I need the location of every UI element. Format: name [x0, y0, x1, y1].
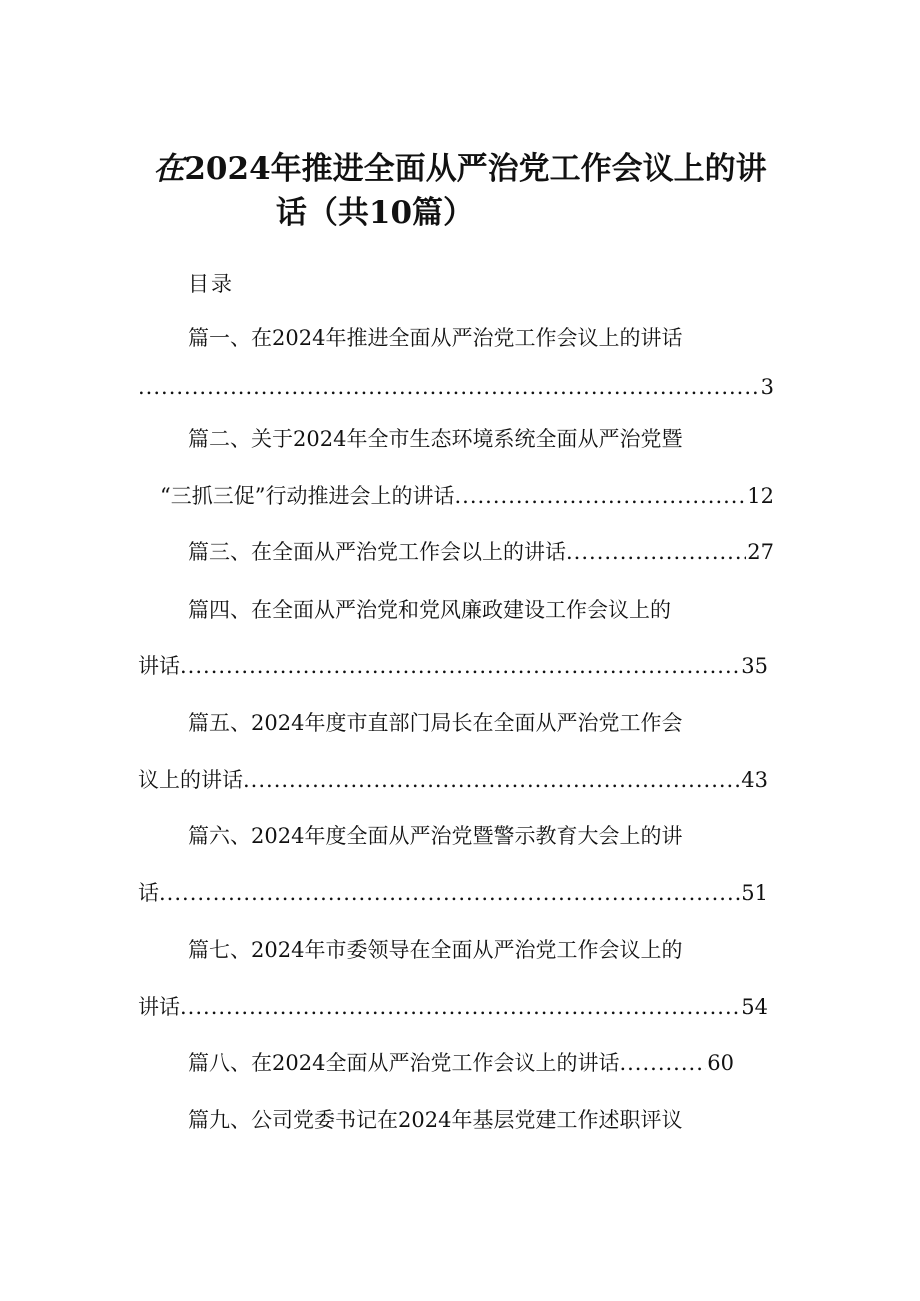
dot-leader — [180, 651, 740, 681]
dot-leader — [159, 878, 740, 908]
toc-heading: 目录 — [188, 272, 234, 296]
toc-entry-1-title[interactable]: 篇一、在2024年推进全面从严治党工作会议上的讲话 — [188, 326, 683, 350]
toc-entry-5-page: 43 — [741, 768, 768, 792]
dot-leader — [180, 992, 740, 1022]
dot-leader — [566, 537, 746, 567]
toc-entry-6-leader[interactable] — [138, 878, 768, 908]
toc-entry-1-page: 3 — [760, 375, 774, 399]
toc-entry-3-page: 27 — [747, 540, 774, 564]
toc-entry-4-page: 35 — [741, 654, 768, 678]
toc-entry-4-title[interactable]: 篇四、在全面从严治党和党风廉政建设工作会议上的 — [188, 598, 671, 622]
dot-leader — [243, 765, 740, 795]
dot-leader — [454, 481, 746, 511]
toc-entry-1-leader[interactable] — [138, 372, 774, 402]
toc-entry-4-title-cont: 讲话 — [138, 654, 180, 678]
toc-entry-7-leader[interactable] — [138, 992, 768, 1022]
toc-entry-7-page: 54 — [741, 995, 768, 1019]
toc-entry-3-title: 篇三、在全面从严治党工作会以上的讲话 — [188, 540, 566, 564]
document-title-line1 — [0, 143, 920, 188]
toc-entry-8-title: 篇八、在2024全面从严治党工作会议上的讲话 — [188, 1051, 620, 1075]
title-lead-char: 在 — [153, 151, 185, 187]
toc-entry-2-title-cont: “三抓三促”行动推进会上的讲话 — [160, 484, 455, 508]
toc-entry-5-title[interactable]: 篇五、2024年度市直部门局长在全面从严治党工作会 — [188, 711, 683, 735]
toc-entry-8[interactable] — [188, 1048, 734, 1078]
toc-entry-2-title[interactable]: 篇二、关于2024年全市生态环境系统全面从严治党暨 — [188, 427, 683, 451]
toc-entry-5-leader[interactable] — [138, 765, 768, 795]
toc-entry-7-title[interactable]: 篇七、2024年市委领导在全面从严治党工作会议上的 — [188, 938, 683, 962]
toc-entry-6-title-cont: 话 — [138, 881, 159, 905]
toc-entry-5-title-cont: 议上的讲话 — [138, 768, 243, 792]
dot-leader — [619, 1048, 706, 1078]
toc-entry-2-page: 12 — [747, 484, 774, 508]
toc-entry-2-leader[interactable] — [160, 481, 774, 511]
toc-entry-7-title-cont: 讲话 — [138, 995, 180, 1019]
document-title-line2: 话（共10篇） — [275, 195, 475, 231]
toc-entry-3[interactable] — [188, 537, 774, 567]
toc-entry-9-title[interactable]: 篇九、公司党委书记在2024年基层党建工作述职评议 — [188, 1108, 683, 1132]
toc-entry-6-title[interactable]: 篇六、2024年度全面从严治党暨警示教育大会上的讲 — [188, 824, 683, 848]
dot-leader — [138, 372, 760, 402]
toc-entry-8-page: 60 — [707, 1051, 734, 1075]
toc-entry-6-page: 51 — [741, 881, 768, 905]
toc-entry-4-leader[interactable] — [138, 651, 768, 681]
title-line1-text: 2024年推进全面从严治党工作会议上的讲 — [184, 151, 767, 187]
